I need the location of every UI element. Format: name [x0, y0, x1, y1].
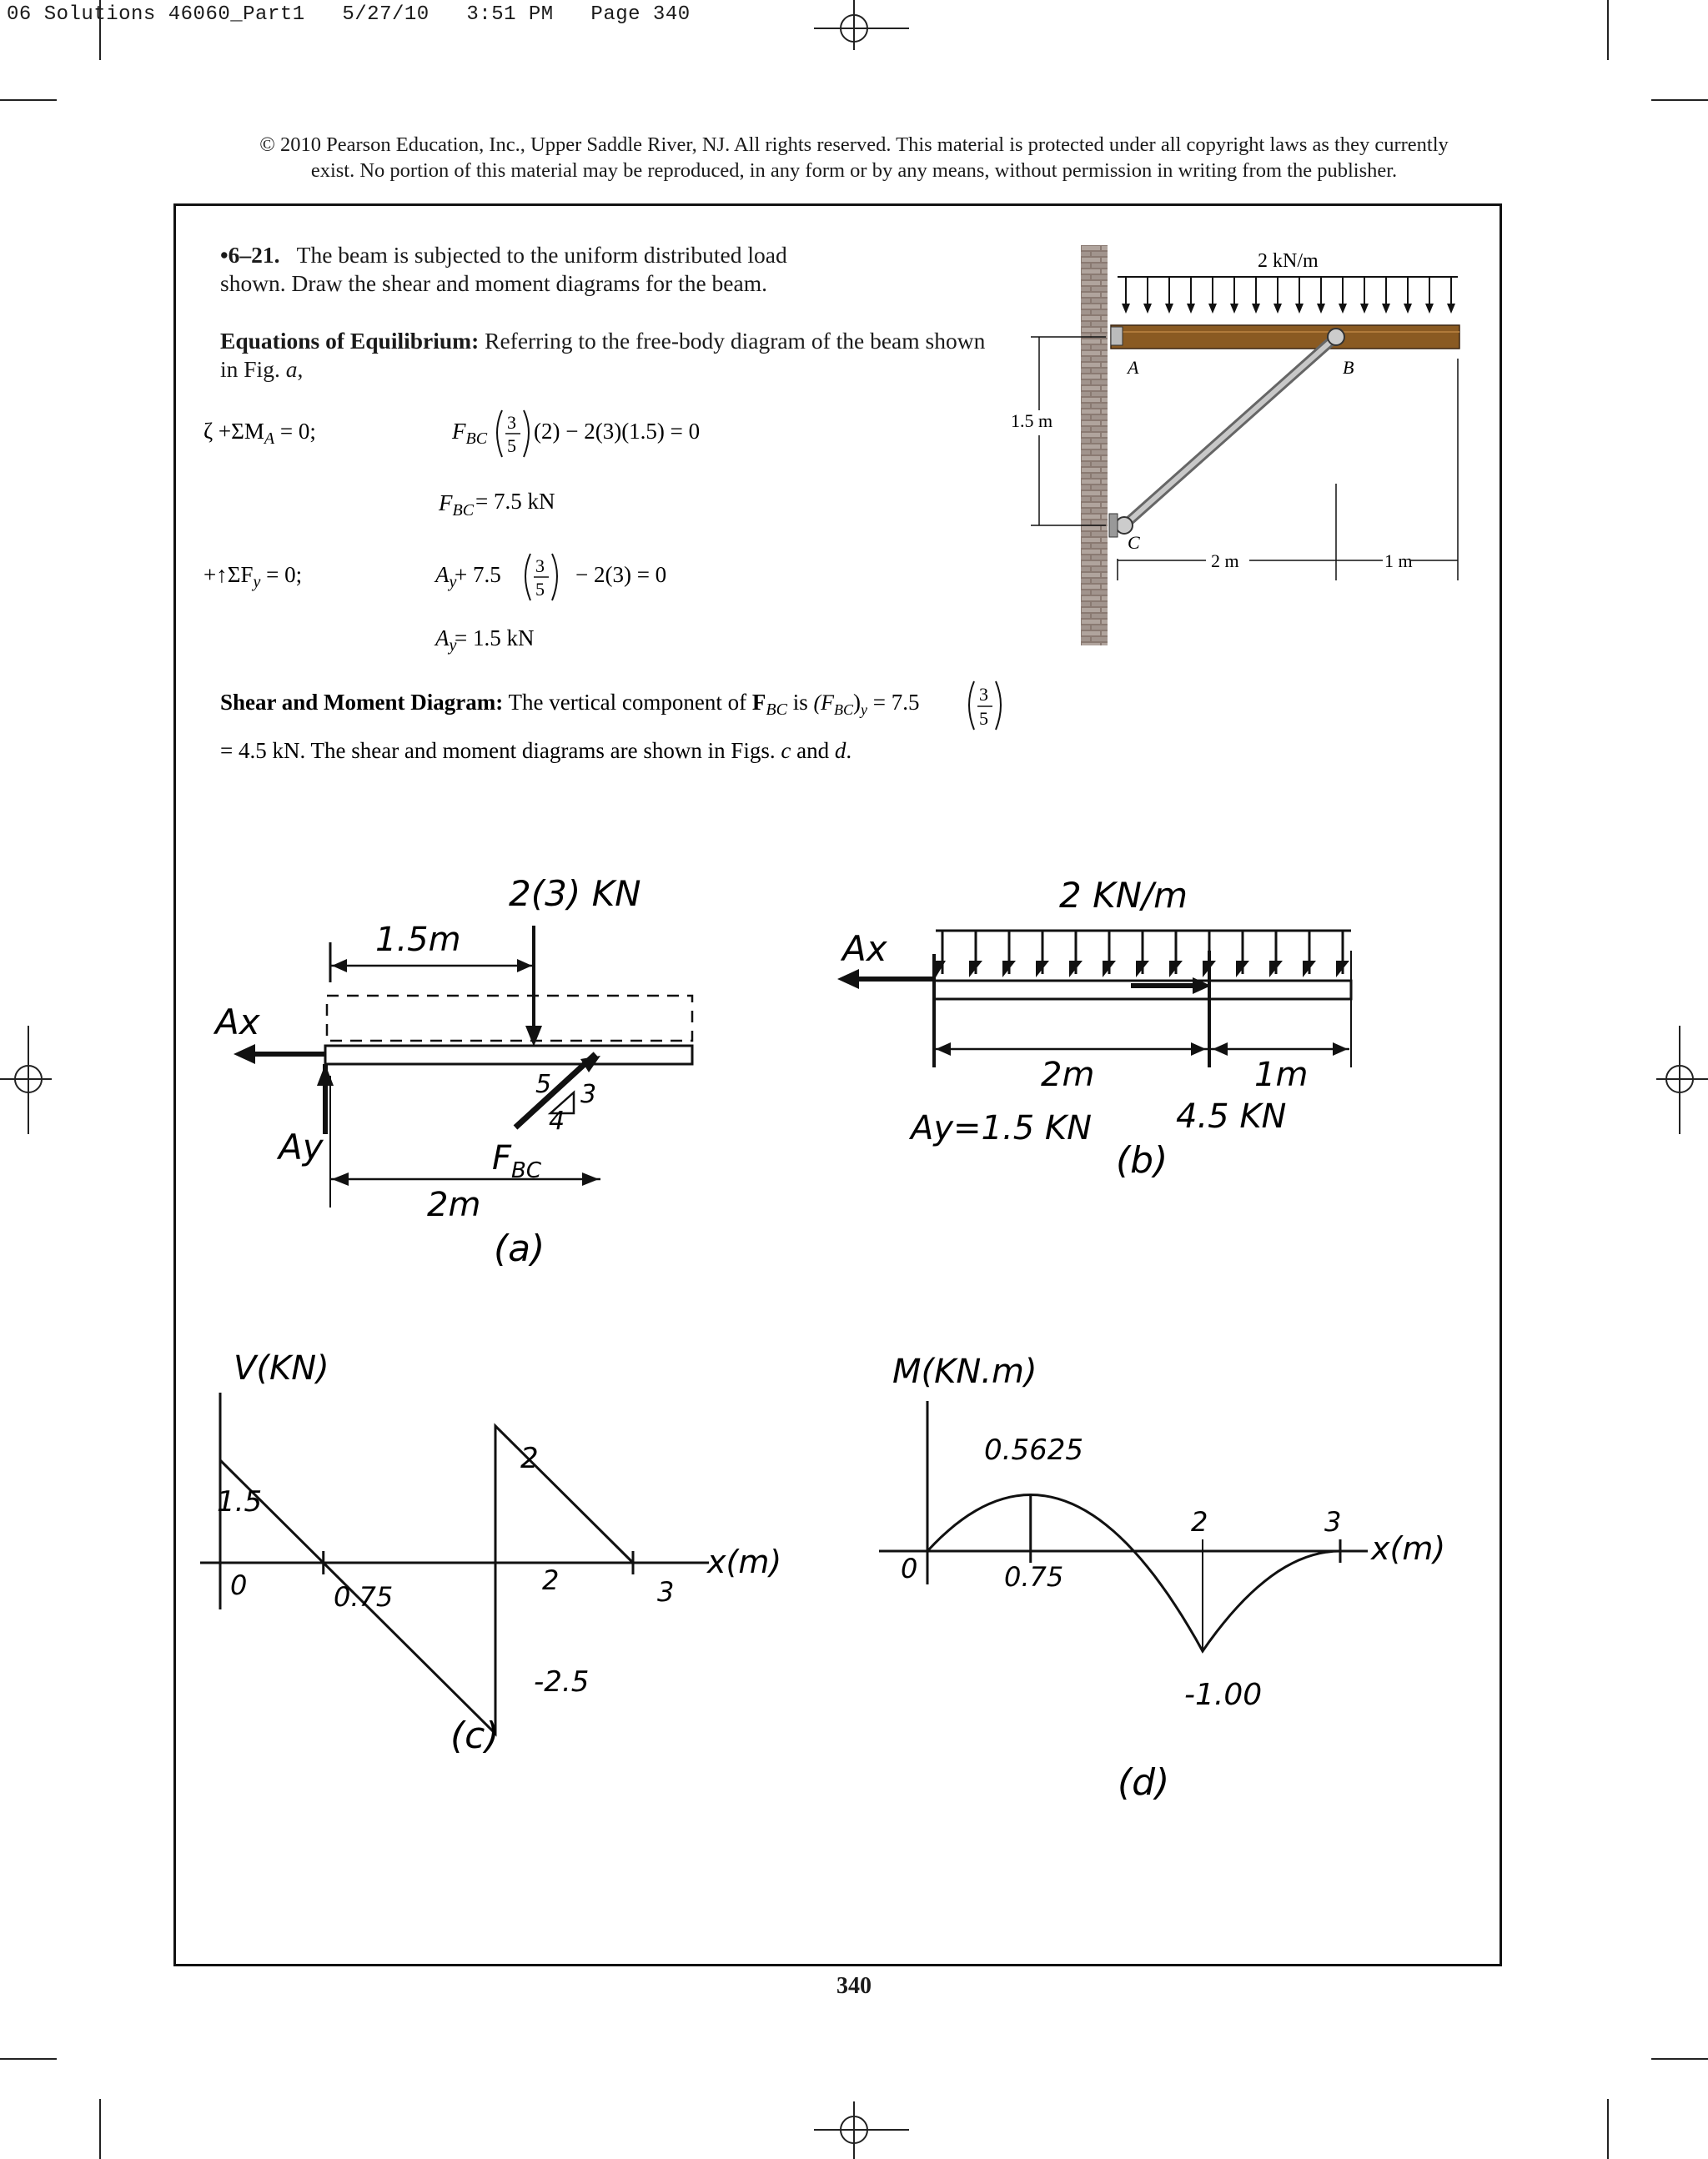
- span2-dim: 1 m: [1384, 550, 1413, 571]
- fbd-b-load: 2 KN/m: [1059, 875, 1188, 916]
- moment-curve: [927, 1495, 1340, 1652]
- svg-text:3: 3: [535, 555, 545, 576]
- fbd-figure-b: [826, 867, 1459, 1218]
- load-label: 2 kN/m: [1258, 250, 1319, 272]
- svg-text:+ 7.5: + 7.5: [455, 562, 501, 587]
- problem-figure: [1001, 233, 1484, 650]
- svg-text:Ay: $A_y$: [435, 562, 457, 591]
- svg-text:3: 3: [507, 412, 516, 433]
- moment-x3: 3: [1324, 1506, 1342, 1538]
- moment-point-3: [1202, 1650, 1204, 1653]
- shear-v0: 1.5: [217, 1485, 263, 1519]
- beam: [1111, 325, 1459, 349]
- pin-B: [1328, 329, 1344, 345]
- moment-point-4: [1339, 1550, 1342, 1553]
- svg-text:Shear and Moment Diagram: The: Shear and Moment Diagram: The vertical component of $F_{BC}$ is $(F_{BC})_y = 7.5$: [220, 690, 920, 719]
- fbd-load-label: 2(3) KN: [509, 873, 641, 914]
- svg-text:= 1.5 kN: = 1.5 kN: [455, 625, 535, 650]
- shear-diagram: [200, 1334, 801, 1768]
- svg-text:(2) − 2(3)(1.5) = 0: (2) − 2(3)(1.5) = 0: [534, 419, 701, 444]
- Ax-label: Ax: [215, 1002, 260, 1042]
- force-sum-label: $+↑\Sigma F_y = 0$;: [203, 562, 303, 591]
- FBC-label: $F_{BC}$: [492, 1139, 542, 1183]
- svg-text:1m: 1m: [1254, 1056, 1309, 1094]
- pin-C: [1116, 517, 1133, 534]
- caption-b: (b): [1116, 1139, 1168, 1182]
- fbd-b-force: 4.5 KN: [1176, 1097, 1287, 1136]
- svg-text:5: 5: [535, 1070, 552, 1099]
- moment-min: -1.00: [1184, 1678, 1263, 1712]
- shear-point-1: [322, 1562, 324, 1564]
- fbd-figure-a: [200, 867, 767, 1284]
- shear-xlabel: x(m): [707, 1544, 782, 1580]
- shear-origin: 0: [230, 1569, 248, 1601]
- svg-text:B: B: [1343, 357, 1354, 378]
- shear-vtop: 2: [520, 1442, 539, 1475]
- svg-text:2m: 2m: [1041, 1056, 1095, 1094]
- height-dim: 1.5 m: [1011, 410, 1053, 431]
- svg-text:5: 5: [507, 435, 516, 456]
- Ay-label: Ay: [279, 1127, 324, 1167]
- moment-diagram: [867, 1334, 1468, 1818]
- shear-x3: 3: [657, 1576, 675, 1608]
- problem-statement: •6–21. The beam is subjected to the uniform distributed load shown. Draw the shear and moment diagrams for the beam.: [220, 242, 787, 296]
- span1-dim: 2 m: [1211, 550, 1239, 571]
- moment-point-0: [927, 1550, 929, 1553]
- equilibrium-intro: Equations of Equilibrium: Referring to the free-body diagram of the beam shown in Fig. a,: [220, 328, 986, 382]
- svg-text:5: 5: [979, 708, 988, 729]
- svg-text:− 2(3) = 0: − 2(3) = 0: [575, 562, 667, 587]
- shear-point-4: [632, 1562, 635, 1564]
- fbd-b-Ax: Ax: [842, 928, 887, 969]
- svg-text:C: C: [1128, 532, 1140, 553]
- svg-text:= 7.5 kN: = 7.5 kN: [475, 489, 555, 514]
- moment-point-1: [1029, 1494, 1032, 1496]
- svg-text:4: 4: [549, 1107, 565, 1136]
- svg-text:Ay: $A_y$: [435, 625, 457, 655]
- eq2-F: $F_{BC}$: [439, 490, 475, 520]
- shear-point-3: [495, 1425, 497, 1428]
- printer-slug: 06 Solutions 46060_Part1 5/27/10 3:51 PM Page 340: [7, 3, 691, 26]
- pin-A: [1111, 327, 1123, 345]
- equilibrium-equations: [200, 392, 1051, 667]
- svg-text:3: 3: [580, 1080, 597, 1109]
- moment-sum-label: $\zeta +\Sigma M_A = 0$;: [203, 419, 316, 448]
- shear-ylabel: V(KN): [234, 1349, 329, 1388]
- svg-text:A: A: [1128, 357, 1139, 378]
- brick-wall: [1081, 245, 1108, 645]
- moment-origin: 0: [901, 1553, 918, 1584]
- caption-c: (c): [450, 1715, 500, 1757]
- shear-vmin: -2.5: [534, 1665, 590, 1699]
- fbd-dist-1: 1.5m: [375, 921, 461, 959]
- svg-text:3: 3: [979, 684, 988, 705]
- moment-x2: 2: [1191, 1506, 1208, 1538]
- moment-max: 0.5625: [984, 1433, 1083, 1467]
- shear-point-0: [219, 1459, 222, 1462]
- shear-x2: 2: [542, 1564, 560, 1596]
- caption-a: (a): [494, 1228, 545, 1270]
- fbd-dist-2: 2m: [427, 1186, 481, 1224]
- shear-x075: 0.75: [334, 1581, 394, 1613]
- moment-xlabel: x(m): [1371, 1530, 1446, 1567]
- page-number: 340: [836, 1973, 872, 1999]
- caption-d: (d): [1118, 1761, 1170, 1804]
- svg-text:= 4.5 kN. The shear and moment: = 4.5 kN. The shear and moment diagrams are shown in Figs. c and d.: [220, 738, 852, 763]
- svg-text:5: 5: [535, 579, 545, 600]
- eq1-F: $F_{BC}$: [452, 419, 488, 448]
- moment-point-2: [1133, 1550, 1135, 1553]
- fbd-b-Ay: Ay=1.5 KN: [911, 1109, 1093, 1147]
- moment-ylabel: M(KN.m): [892, 1353, 1037, 1391]
- copyright-notice: © 2010 Pearson Education, Inc., Upper Saddle River, NJ. All rights reserved. This material is protected under all copyright laws as they currently exist. No portion of this material may be reproduced, in any form or by any means, without permission in writing from the publisher.: [259, 133, 1449, 182]
- moment-x075: 0.75: [1004, 1561, 1064, 1593]
- shear-moment-paragraph: [215, 671, 1041, 771]
